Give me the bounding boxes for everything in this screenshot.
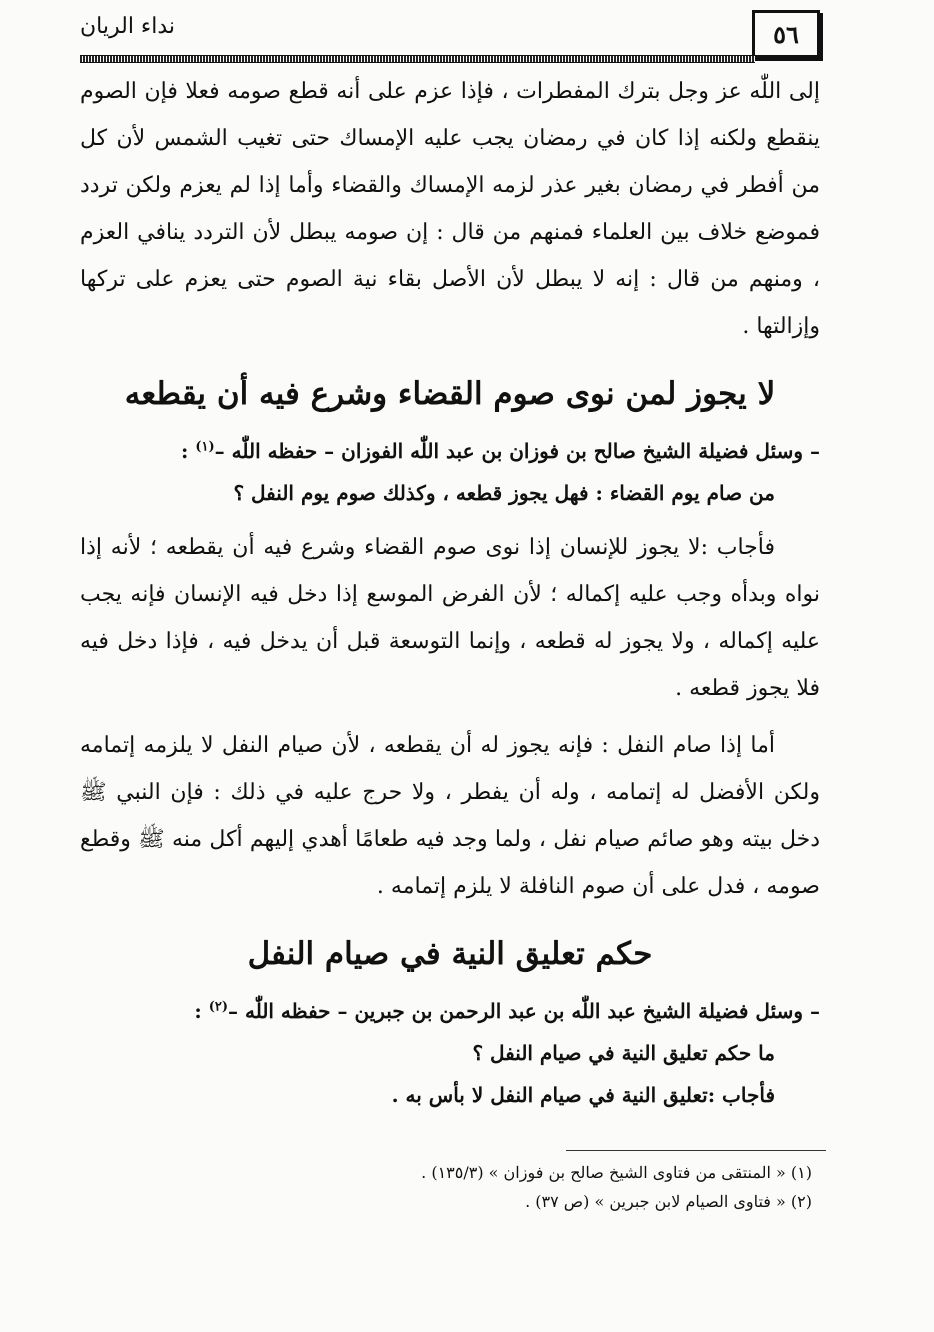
question-2-intro — [80, 990, 820, 1032]
page-body — [80, 68, 820, 1116]
question-1-intro — [80, 430, 820, 472]
section-heading-1: لا يجوز لمن نوى صوم القضاء وشرع فيه أن يقطعه — [124, 376, 776, 412]
page-number: ٥٦ — [752, 10, 820, 58]
footnote-ref-1: (١) — [195, 439, 215, 455]
running-title: نداء الريان — [80, 14, 176, 39]
question-1-intro-text: – وسئل فضيلة الشيخ صالح بن فوزان بن عبد اللّٰه الفوزان – حفظه اللّٰه – — [214, 439, 820, 463]
section-heading-2: حكم تعليق النية في صيام النفل — [247, 936, 653, 972]
question-1-colon: : — [181, 439, 196, 463]
footnotes — [80, 1158, 812, 1216]
paragraph-1: إلى اللّٰه عز وجل بترك المفطرات ، فإذا عزم على أنه قطع صومه فعلا فإن الصوم ينقطع ولكنه إذا كان في رمضان يجب عليه الإمساك حتى تغيب الشمس لأن كل من أفطر في رمضان بغير عذر لزمه الإمساك والقضاء وأما إذا لم يعزم ولكن تردد فموضع خلاف بين العلماء فمنهم من قال : إن صومه يبطل لأن التردد ينافي العزم ، ومنهم من قال : إنه لا يبطل لأن الأصل بقاء نية الصوم حتى يعزم على تركها وإزالتها . — [80, 79, 820, 339]
answer-2: فأجاب :تعليق النية في صيام النفل لا بأس به . — [391, 1083, 775, 1107]
page-header — [80, 10, 820, 60]
footnote-2: (٢) « فتاوى الصيام لابن جبرين » (ص ٣٧) . — [525, 1192, 812, 1211]
question-2: ما حكم تعليق النية في صيام النفل ؟ — [472, 1041, 775, 1065]
header-rule — [80, 55, 755, 63]
question-1: من صام يوم القضاء : فهل يجوز قطعه ، وكذلك صوم يوم النفل ؟ — [233, 481, 775, 505]
answer-1: فأجاب :لا يجوز للإنسان إذا نوى صوم القضاء وشرع فيه أن يقطعه ؛ لأنه إذا نواه وبدأه وجب عليه إكماله ؛ لأن الفرض الموسع إذا دخل فيه الإنسان فإنه يجب عليه إكماله ، ولا يجوز له قطعه ، وإنما التوسعة قبل أن يدخل فيه ، فإذا دخل فيه فلا يجوز قطعه . — [80, 535, 820, 701]
question-2-intro-text: – وسئل فضيلة الشيخ عبد اللّٰه بن عبد الرحمن بن جبرين – حفظه اللّٰه – — [228, 999, 820, 1023]
question-2-colon: : — [194, 999, 209, 1023]
footnote-rule — [566, 1150, 826, 1151]
footnote-1: (١) « المنتقى من فتاوى الشيخ صالح بن فوزان » (١٣٥/٣) . — [421, 1163, 812, 1182]
answer-1-continued: أما إذا صام النفل : فإنه يجوز له أن يقطعه ، لأن صيام النفل لا يلزمه إتمامه ولكن الأفضل له إتمامه ، وله أن يفطر ، ولا حرج عليه في ذلك : فإن النبي ﷺ دخل بيته وهو صائم صيام نفل ، ولما وجد فيه طعامًا أهدي إليهم أكل منه ﷺ وقطع صومه ، فدل على أن صوم النافلة لا يلزم إتمامه . — [80, 733, 820, 899]
footnote-ref-2: (٢) — [208, 999, 229, 1015]
